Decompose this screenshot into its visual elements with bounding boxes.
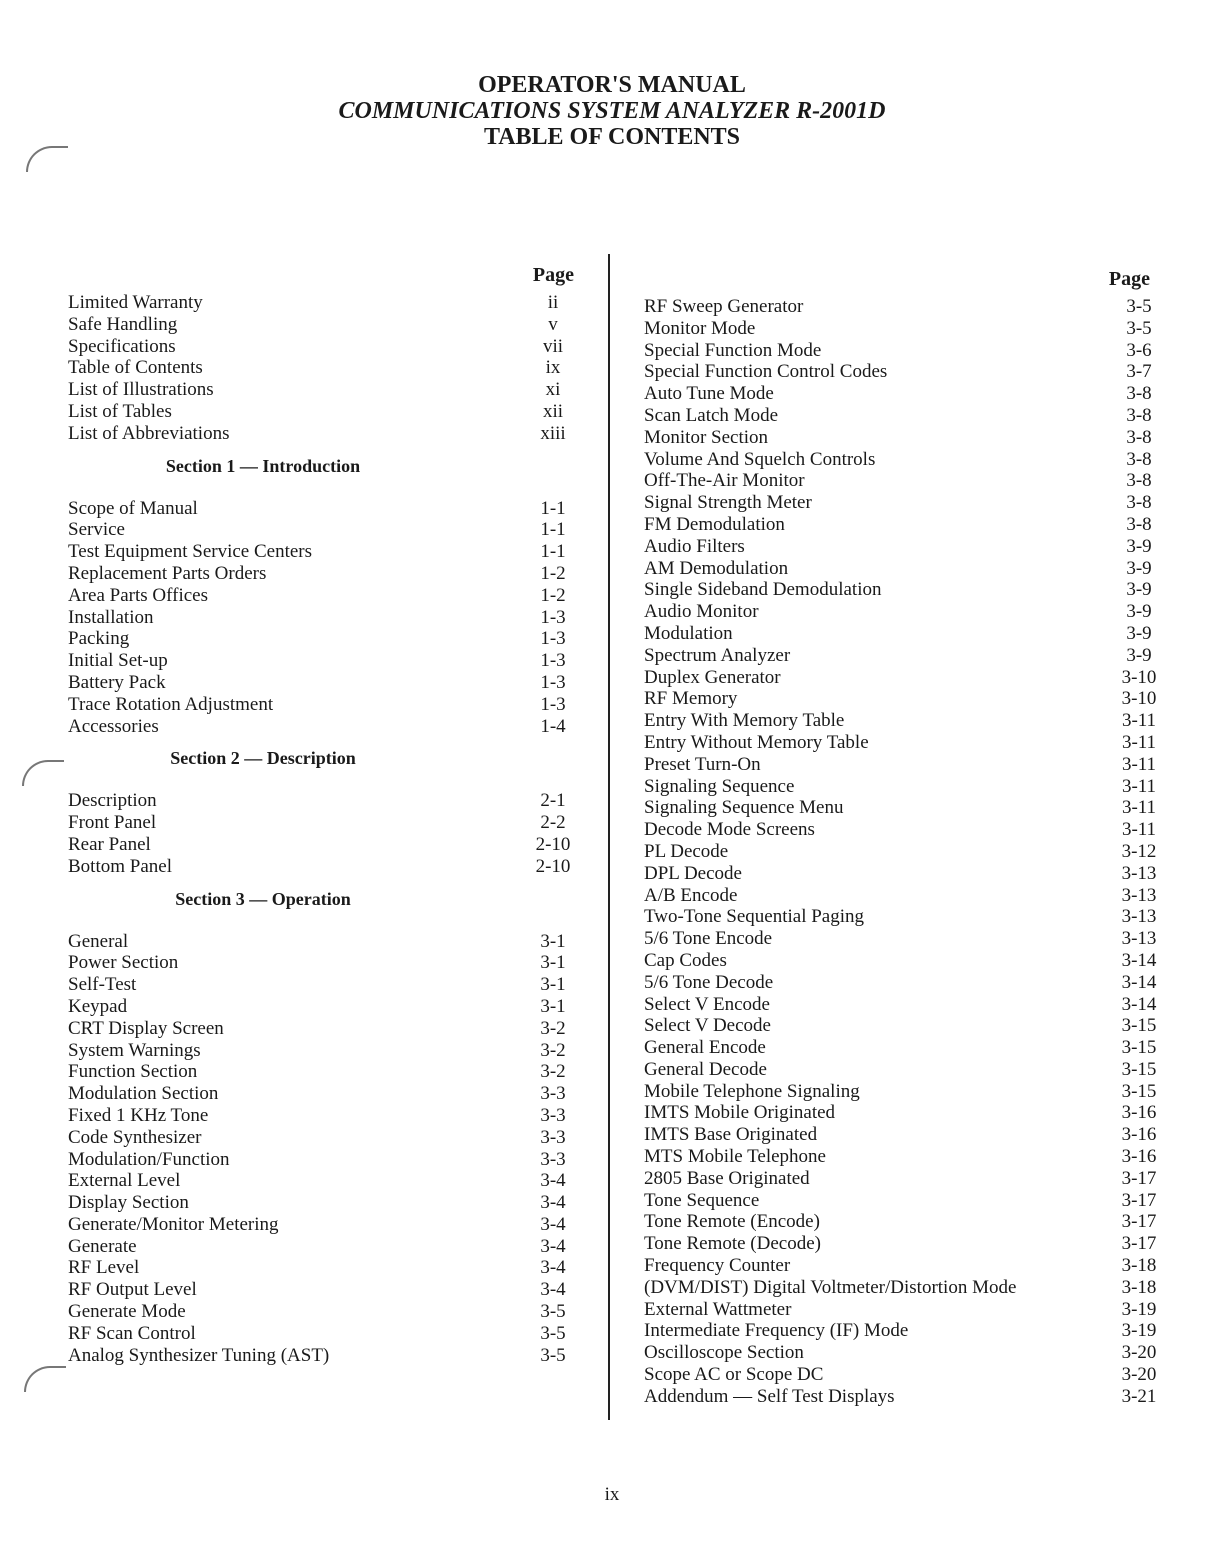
toc-entry-page: 3-5	[1126, 296, 1152, 317]
front-matter-list	[68, 292, 578, 445]
toc-entry	[68, 379, 578, 401]
toc-entry-page: 1-3	[540, 606, 566, 628]
toc-entry-page: 3-16	[1121, 1146, 1157, 1168]
toc-entry-title: Special Function Mode	[644, 339, 822, 361]
toc-entry-page: v	[548, 313, 558, 335]
toc-entry-title: Accessories	[68, 715, 159, 737]
toc-entry	[68, 357, 578, 379]
toc-entry-title: AM Demodulation	[644, 557, 789, 579]
toc-entry-title: Generate	[68, 1235, 137, 1257]
toc-entry-title: Bottom Panel	[68, 855, 172, 877]
toc-entry-title: Monitor Section	[644, 426, 769, 448]
toc-entry-page: 3-20	[1121, 1364, 1157, 1386]
toc-entry-title: Select V Decode	[644, 1015, 771, 1037]
toc-entry-page: 3-9	[1126, 579, 1152, 601]
toc-entry	[68, 1083, 578, 1105]
toc-entry-title: Description	[68, 790, 157, 812]
toc-entry-title: Modulation	[644, 622, 733, 644]
toc-entry-page: ix	[545, 357, 561, 379]
section-3-list	[68, 931, 578, 1367]
toc-entry	[644, 994, 1164, 1016]
toc-entry-title: General	[68, 930, 129, 952]
toc-entry	[644, 776, 1164, 798]
toc-entry	[644, 340, 1164, 362]
toc-entry-page: 3-17	[1121, 1233, 1157, 1255]
product-title: COMMUNICATIONS SYSTEM ANALYZER R-2001D	[338, 98, 886, 124]
toc-entry-title: Test Equipment Service Centers	[68, 541, 313, 563]
toc-entry	[644, 688, 1164, 710]
toc-entry	[644, 623, 1164, 645]
toc-entry-title: Self-Test	[68, 974, 137, 996]
toc-entry	[644, 754, 1164, 776]
toc-entry-page: 1-3	[540, 671, 566, 693]
toc-entry-title: List of Illustrations	[68, 379, 214, 401]
toc-entry-page: 3-14	[1121, 993, 1157, 1015]
toc-entry-page: 3-17	[1121, 1167, 1157, 1189]
toc-entry	[644, 1190, 1164, 1212]
toc-entry-page: 3-1	[540, 974, 566, 996]
toc-entry	[644, 514, 1164, 536]
toc-entry	[68, 1170, 578, 1192]
toc-entry-page: 3-8	[1126, 513, 1152, 535]
toc-entry-title: Safe Handling	[68, 313, 178, 335]
toc-entry-page: 1-1	[540, 541, 566, 563]
toc-entry-page: 3-18	[1121, 1255, 1157, 1277]
toc-entry-title: Signaling Sequence	[644, 775, 795, 797]
toc-entry	[68, 401, 578, 423]
toc-entry	[644, 1102, 1164, 1124]
toc-entry-title: Entry Without Memory Table	[644, 731, 869, 753]
toc-entry-title: Signaling Sequence Menu	[644, 797, 844, 819]
toc-entry-title: Mobile Telephone Signaling	[644, 1080, 860, 1102]
toc-entry	[644, 972, 1164, 994]
section-1-heading: Section 1 — Introduction	[165, 455, 361, 476]
toc-entry	[644, 732, 1164, 754]
toc-entry-title: RF Output Level	[68, 1279, 197, 1301]
toc-entry-title: Replacement Parts Orders	[68, 562, 267, 584]
punch-hole-mark	[24, 1366, 66, 1392]
toc-entry-title: Oscilloscope Section	[644, 1342, 804, 1364]
toc-entry	[644, 950, 1164, 972]
toc-entry-page: 3-10	[1121, 688, 1157, 710]
toc-entry-title: Select V Encode	[644, 993, 770, 1015]
section-2-list	[68, 790, 578, 877]
toc-entry-title: Decode Mode Screens	[644, 819, 815, 841]
toc-entry	[68, 1040, 578, 1062]
toc-entry-title: Modulation/Function	[68, 1148, 230, 1170]
manual-title: OPERATOR'S MANUAL	[478, 72, 746, 98]
toc-entry	[644, 1386, 1164, 1408]
toc-entry-title: IMTS Mobile Originated	[644, 1102, 836, 1124]
toc-entry-title: Installation	[68, 606, 154, 628]
toc-entry-title: DPL Decode	[644, 862, 742, 884]
toc-entry-page: 3-14	[1121, 949, 1157, 971]
toc-entry-title: 2805 Base Originated	[644, 1167, 810, 1189]
toc-entry	[68, 812, 578, 834]
toc-entry-title: List of Tables	[68, 400, 172, 422]
toc-entry	[644, 645, 1164, 667]
toc-entry-page: 3-5	[540, 1322, 566, 1344]
toc-entry-title: Table of Contents	[68, 357, 203, 379]
toc-entry-title: Display Section	[68, 1192, 189, 1214]
toc-entry-page: 3-15	[1121, 1015, 1157, 1037]
toc-entry	[68, 1061, 578, 1083]
toc-entry-page: 3-11	[1121, 775, 1157, 797]
toc-entry-title: Intermediate Frequency (IF) Mode	[644, 1320, 909, 1342]
toc-entry-page: 3-9	[1126, 644, 1152, 666]
toc-entry-page: 3-2	[540, 1039, 566, 1061]
toc-entry-page: 3-16	[1121, 1102, 1157, 1124]
toc-entry	[644, 449, 1164, 471]
toc-entry-page: 3-17	[1121, 1211, 1157, 1233]
toc-entry-title: A/B Encode	[644, 884, 738, 906]
toc-entry	[68, 931, 578, 953]
toc-entry	[644, 1255, 1164, 1277]
toc-entry-page: 3-7	[1126, 361, 1152, 383]
toc-entry	[68, 1236, 578, 1258]
toc-entry-title: Service	[68, 519, 125, 541]
toc-entry	[644, 1342, 1164, 1364]
section-2-heading: Section 2 — Description	[170, 748, 356, 769]
section-3-heading: Section 3 — Operation	[175, 888, 351, 909]
toc-entry-title: Entry With Memory Table	[644, 710, 845, 732]
toc-entry	[644, 906, 1164, 928]
toc-entry-page: 3-3	[540, 1126, 566, 1148]
toc-entry-title: RF Memory	[644, 688, 738, 710]
toc-entry	[644, 405, 1164, 427]
toc-entry	[68, 628, 578, 650]
toc-entry-title: Keypad	[68, 995, 128, 1017]
toc-entry-title: Special Function Control Codes	[644, 361, 888, 383]
toc-entry-title: RF Scan Control	[68, 1322, 196, 1344]
toc-entry	[68, 650, 578, 672]
toc-entry-page: 3-3	[540, 1083, 566, 1105]
toc-entry	[644, 318, 1164, 340]
toc-entry	[68, 834, 578, 856]
toc-entry-title: Rear Panel	[68, 833, 151, 855]
toc-entry	[644, 1168, 1164, 1190]
toc-entry-title: Battery Pack	[68, 671, 166, 693]
toc-entry-page: 3-3	[540, 1104, 566, 1126]
toc-entry	[68, 1257, 578, 1279]
toc-entry	[68, 1192, 578, 1214]
toc-entry-title: CRT Display Screen	[68, 1017, 224, 1039]
toc-entry-page: 2-10	[535, 855, 571, 877]
toc-entry	[644, 1364, 1164, 1386]
toc-entry	[644, 470, 1164, 492]
toc-entry-title: Frequency Counter	[644, 1255, 791, 1277]
toc-title: TABLE OF CONTENTS	[483, 124, 741, 150]
section-3-continued-list	[644, 296, 1164, 1408]
toc-entry-page: 3-20	[1121, 1342, 1157, 1364]
toc-entry	[644, 383, 1164, 405]
toc-entry	[644, 863, 1164, 885]
toc-entry	[68, 563, 578, 585]
toc-entry-title: Limited Warranty	[68, 292, 203, 313]
toc-entry-page: 3-11	[1121, 710, 1157, 732]
toc-entry-title: (DVM/DIST) Digital Voltmeter/Distortion Mode	[644, 1276, 1017, 1298]
toc-entry-title: Spectrum Analyzer	[644, 644, 791, 666]
toc-entry	[644, 885, 1164, 907]
toc-entry-page: 3-1	[540, 995, 566, 1017]
toc-entry	[644, 1146, 1164, 1168]
toc-entry-page: 3-8	[1126, 404, 1152, 426]
toc-entry	[644, 361, 1164, 383]
toc-entry-page: 1-4	[540, 715, 566, 737]
toc-entry-title: External Level	[68, 1170, 181, 1192]
toc-entry	[644, 536, 1164, 558]
toc-entry	[644, 579, 1164, 601]
toc-entry-page: 3-2	[540, 1017, 566, 1039]
toc-entry-title: RF Sweep Generator	[644, 296, 804, 317]
toc-entry	[644, 819, 1164, 841]
toc-entry	[68, 607, 578, 629]
toc-entry-page: 3-11	[1121, 797, 1157, 819]
toc-entry-page: 3-15	[1121, 1080, 1157, 1102]
toc-entry	[644, 492, 1164, 514]
toc-right-column	[644, 266, 1164, 1408]
toc-entry-title: Audio Monitor	[644, 601, 759, 623]
toc-entry-page: vii	[542, 335, 564, 357]
toc-entry-page: xi	[545, 379, 561, 401]
toc-entry	[68, 1301, 578, 1323]
toc-entry	[68, 1105, 578, 1127]
toc-entry-title: General Decode	[644, 1058, 767, 1080]
toc-entry-page: 3-4	[540, 1279, 566, 1301]
toc-entry-title: IMTS Base Originated	[644, 1124, 818, 1146]
toc-entry	[644, 296, 1164, 318]
toc-entry-page: 2-10	[535, 833, 571, 855]
toc-entry-page: 3-15	[1121, 1058, 1157, 1080]
toc-left-column	[68, 262, 578, 1366]
toc-entry-title: Function Section	[68, 1061, 198, 1083]
toc-entry-page: 3-8	[1126, 448, 1152, 470]
toc-entry	[644, 1124, 1164, 1146]
toc-entry	[68, 1345, 578, 1367]
toc-entry-page: 3-17	[1121, 1189, 1157, 1211]
toc-entry-title: Code Synthesizer	[68, 1126, 202, 1148]
toc-entry-page: 3-19	[1121, 1320, 1157, 1342]
toc-entry-page: xii	[542, 400, 564, 422]
toc-entry-page: xiii	[540, 422, 566, 444]
toc-entry-page: 3-1	[540, 952, 566, 974]
toc-entry-title: Scan Latch Mode	[644, 404, 779, 426]
toc-entry-page: 3-21	[1121, 1385, 1157, 1407]
toc-entry-page: 3-2	[540, 1061, 566, 1083]
toc-entry	[644, 558, 1164, 580]
toc-entry-page: 3-13	[1121, 928, 1157, 950]
toc-entry-title: Off-The-Air Monitor	[644, 470, 805, 492]
toc-entry-title: Audio Filters	[644, 535, 745, 557]
toc-entry-title: Single Sideband Demodulation	[644, 579, 882, 601]
toc-entry-title: Cap Codes	[644, 949, 727, 971]
toc-entry	[68, 423, 578, 445]
toc-entry	[644, 797, 1164, 819]
toc-entry-page: 3-13	[1121, 884, 1157, 906]
toc-entry-title: 5/6 Tone Encode	[644, 928, 773, 950]
toc-entry	[68, 790, 578, 812]
toc-entry-title: General Encode	[644, 1037, 766, 1059]
column-divider	[608, 254, 610, 1420]
toc-entry-page: 3-13	[1121, 862, 1157, 884]
toc-entry-page: 3-3	[540, 1148, 566, 1170]
toc-entry-title: FM Demodulation	[644, 513, 785, 535]
toc-entry	[68, 498, 578, 520]
toc-entry-page: 3-11	[1121, 731, 1157, 753]
toc-entry	[68, 1018, 578, 1040]
toc-entry-title: Two-Tone Sequential Paging	[644, 906, 865, 928]
toc-entry-title: External Wattmeter	[644, 1298, 792, 1320]
toc-entry-page: 3-11	[1121, 819, 1157, 841]
toc-entry	[68, 541, 578, 563]
toc-entry	[644, 928, 1164, 950]
toc-entry-title: Preset Turn-On	[644, 753, 761, 775]
toc-entry	[68, 314, 578, 336]
toc-entry	[68, 952, 578, 974]
toc-entry-title: Specifications	[68, 335, 176, 357]
toc-entry-page: 2-2	[540, 812, 566, 834]
toc-entry-title: Volume And Squelch Controls	[644, 448, 876, 470]
toc-entry-title: Addendum — Self Test Displays	[644, 1385, 895, 1407]
punch-hole-mark	[22, 760, 64, 786]
toc-entry	[68, 974, 578, 996]
toc-entry	[68, 1323, 578, 1345]
toc-entry-title: Fixed 1 KHz Tone	[68, 1104, 209, 1126]
toc-entry-page: 3-8	[1126, 492, 1152, 514]
document-header	[0, 72, 1224, 150]
toc-entry	[644, 1211, 1164, 1233]
toc-entry	[68, 996, 578, 1018]
toc-entry-title: Trace Rotation Adjustment	[68, 693, 274, 715]
toc-entry-page: 1-3	[540, 650, 566, 672]
toc-entry	[644, 710, 1164, 732]
toc-entry-page: 3-10	[1121, 666, 1157, 688]
toc-entry-page: 1-3	[540, 693, 566, 715]
toc-entry-page: 3-4	[540, 1213, 566, 1235]
toc-entry-page: 1-2	[540, 584, 566, 606]
toc-entry-page: 3-13	[1121, 906, 1157, 928]
page-column-header: Page	[1108, 268, 1150, 290]
toc-entry-page: 3-5	[540, 1301, 566, 1323]
toc-entry-page: 3-5	[1126, 317, 1152, 339]
toc-entry-title: Signal Strength Meter	[644, 492, 812, 514]
toc-entry	[644, 1081, 1164, 1103]
toc-entry	[644, 1233, 1164, 1255]
toc-entry-title: 5/6 Tone Decode	[644, 971, 774, 993]
toc-entry	[68, 856, 578, 878]
toc-entry-page: 3-8	[1126, 470, 1152, 492]
toc-entry-page: 3-8	[1126, 383, 1152, 405]
toc-entry	[68, 585, 578, 607]
toc-entry-title: Duplex Generator	[644, 666, 781, 688]
toc-entry-page: 3-4	[540, 1235, 566, 1257]
toc-entry-title: List of Abbreviations	[68, 422, 230, 444]
toc-entry	[68, 716, 578, 738]
toc-entry-page: 3-16	[1121, 1124, 1157, 1146]
toc-entry-title: Tone Sequence	[644, 1189, 760, 1211]
toc-entry-page: 3-9	[1126, 535, 1152, 557]
toc-entry-title: Scope of Manual	[68, 497, 198, 519]
toc-entry-title: RF Level	[68, 1257, 140, 1279]
toc-entry	[644, 1037, 1164, 1059]
toc-entry-page: 3-14	[1121, 971, 1157, 993]
toc-entry-page: 3-19	[1121, 1298, 1157, 1320]
toc-entry-title: Auto Tune Mode	[644, 383, 774, 405]
section-1-list	[68, 498, 578, 738]
toc-entry-page: 1-3	[540, 628, 566, 650]
toc-entry	[644, 1277, 1164, 1299]
toc-entry-title: Tone Remote (Decode)	[644, 1233, 821, 1255]
toc-entry-title: Scope AC or Scope DC	[644, 1364, 824, 1386]
toc-entry-title: Generate/Monitor Metering	[68, 1213, 279, 1235]
toc-entry	[68, 694, 578, 716]
page-column-header: Page	[532, 264, 574, 286]
toc-entry-title: System Warnings	[68, 1039, 201, 1061]
toc-entry-page: 3-4	[540, 1257, 566, 1279]
toc-entry-page: 3-5	[540, 1344, 566, 1366]
toc-entry	[644, 1059, 1164, 1081]
toc-entry	[68, 1127, 578, 1149]
toc-entry-title: Generate Mode	[68, 1301, 186, 1323]
page-number: ix	[604, 1484, 620, 1505]
toc-entry-title: Area Parts Offices	[68, 584, 208, 606]
toc-entry-page: 3-9	[1126, 557, 1152, 579]
toc-entry	[68, 1214, 578, 1236]
toc-entry	[68, 672, 578, 694]
toc-entry-page: 1-2	[540, 562, 566, 584]
toc-entry	[644, 601, 1164, 623]
toc-entry	[644, 427, 1164, 449]
toc-entry-page: 3-18	[1121, 1276, 1157, 1298]
toc-entry-title: Tone Remote (Encode)	[644, 1211, 820, 1233]
toc-entry-page: 2-1	[540, 790, 566, 812]
toc-entry-page: 3-6	[1126, 339, 1152, 361]
toc-entry-page: 3-4	[540, 1170, 566, 1192]
toc-entry-page: ii	[547, 292, 559, 313]
toc-entry-title: Modulation Section	[68, 1083, 219, 1105]
toc-entry-page: 1-1	[540, 497, 566, 519]
toc-entry-title: Packing	[68, 628, 130, 650]
toc-entry-page: 3-12	[1121, 840, 1157, 862]
toc-entry-page: 3-4	[540, 1192, 566, 1214]
toc-entry-title: PL Decode	[644, 840, 729, 862]
toc-entry	[644, 667, 1164, 689]
toc-entry-title: Monitor Mode	[644, 317, 756, 339]
toc-entry-page: 3-15	[1121, 1037, 1157, 1059]
toc-entry	[68, 1149, 578, 1171]
toc-entry	[644, 841, 1164, 863]
toc-entry	[68, 292, 578, 314]
toc-entry-title: Power Section	[68, 952, 179, 974]
toc-entry-page: 3-9	[1126, 622, 1152, 644]
toc-entry-title: Analog Synthesizer Tuning (AST)	[68, 1344, 330, 1366]
toc-entry-page: 1-1	[540, 519, 566, 541]
toc-entry-page: 3-11	[1121, 753, 1157, 775]
toc-entry	[68, 1279, 578, 1301]
toc-entry-page: 3-1	[540, 930, 566, 952]
toc-entry-title: Front Panel	[68, 812, 157, 834]
toc-entry	[68, 336, 578, 358]
toc-entry	[644, 1299, 1164, 1321]
toc-entry-title: Initial Set-up	[68, 650, 168, 672]
toc-entry-page: 3-8	[1126, 426, 1152, 448]
toc-entry	[644, 1015, 1164, 1037]
toc-entry-page: 3-9	[1126, 601, 1152, 623]
toc-entry	[644, 1320, 1164, 1342]
toc-entry-title: MTS Mobile Telephone	[644, 1146, 826, 1168]
toc-entry	[68, 519, 578, 541]
